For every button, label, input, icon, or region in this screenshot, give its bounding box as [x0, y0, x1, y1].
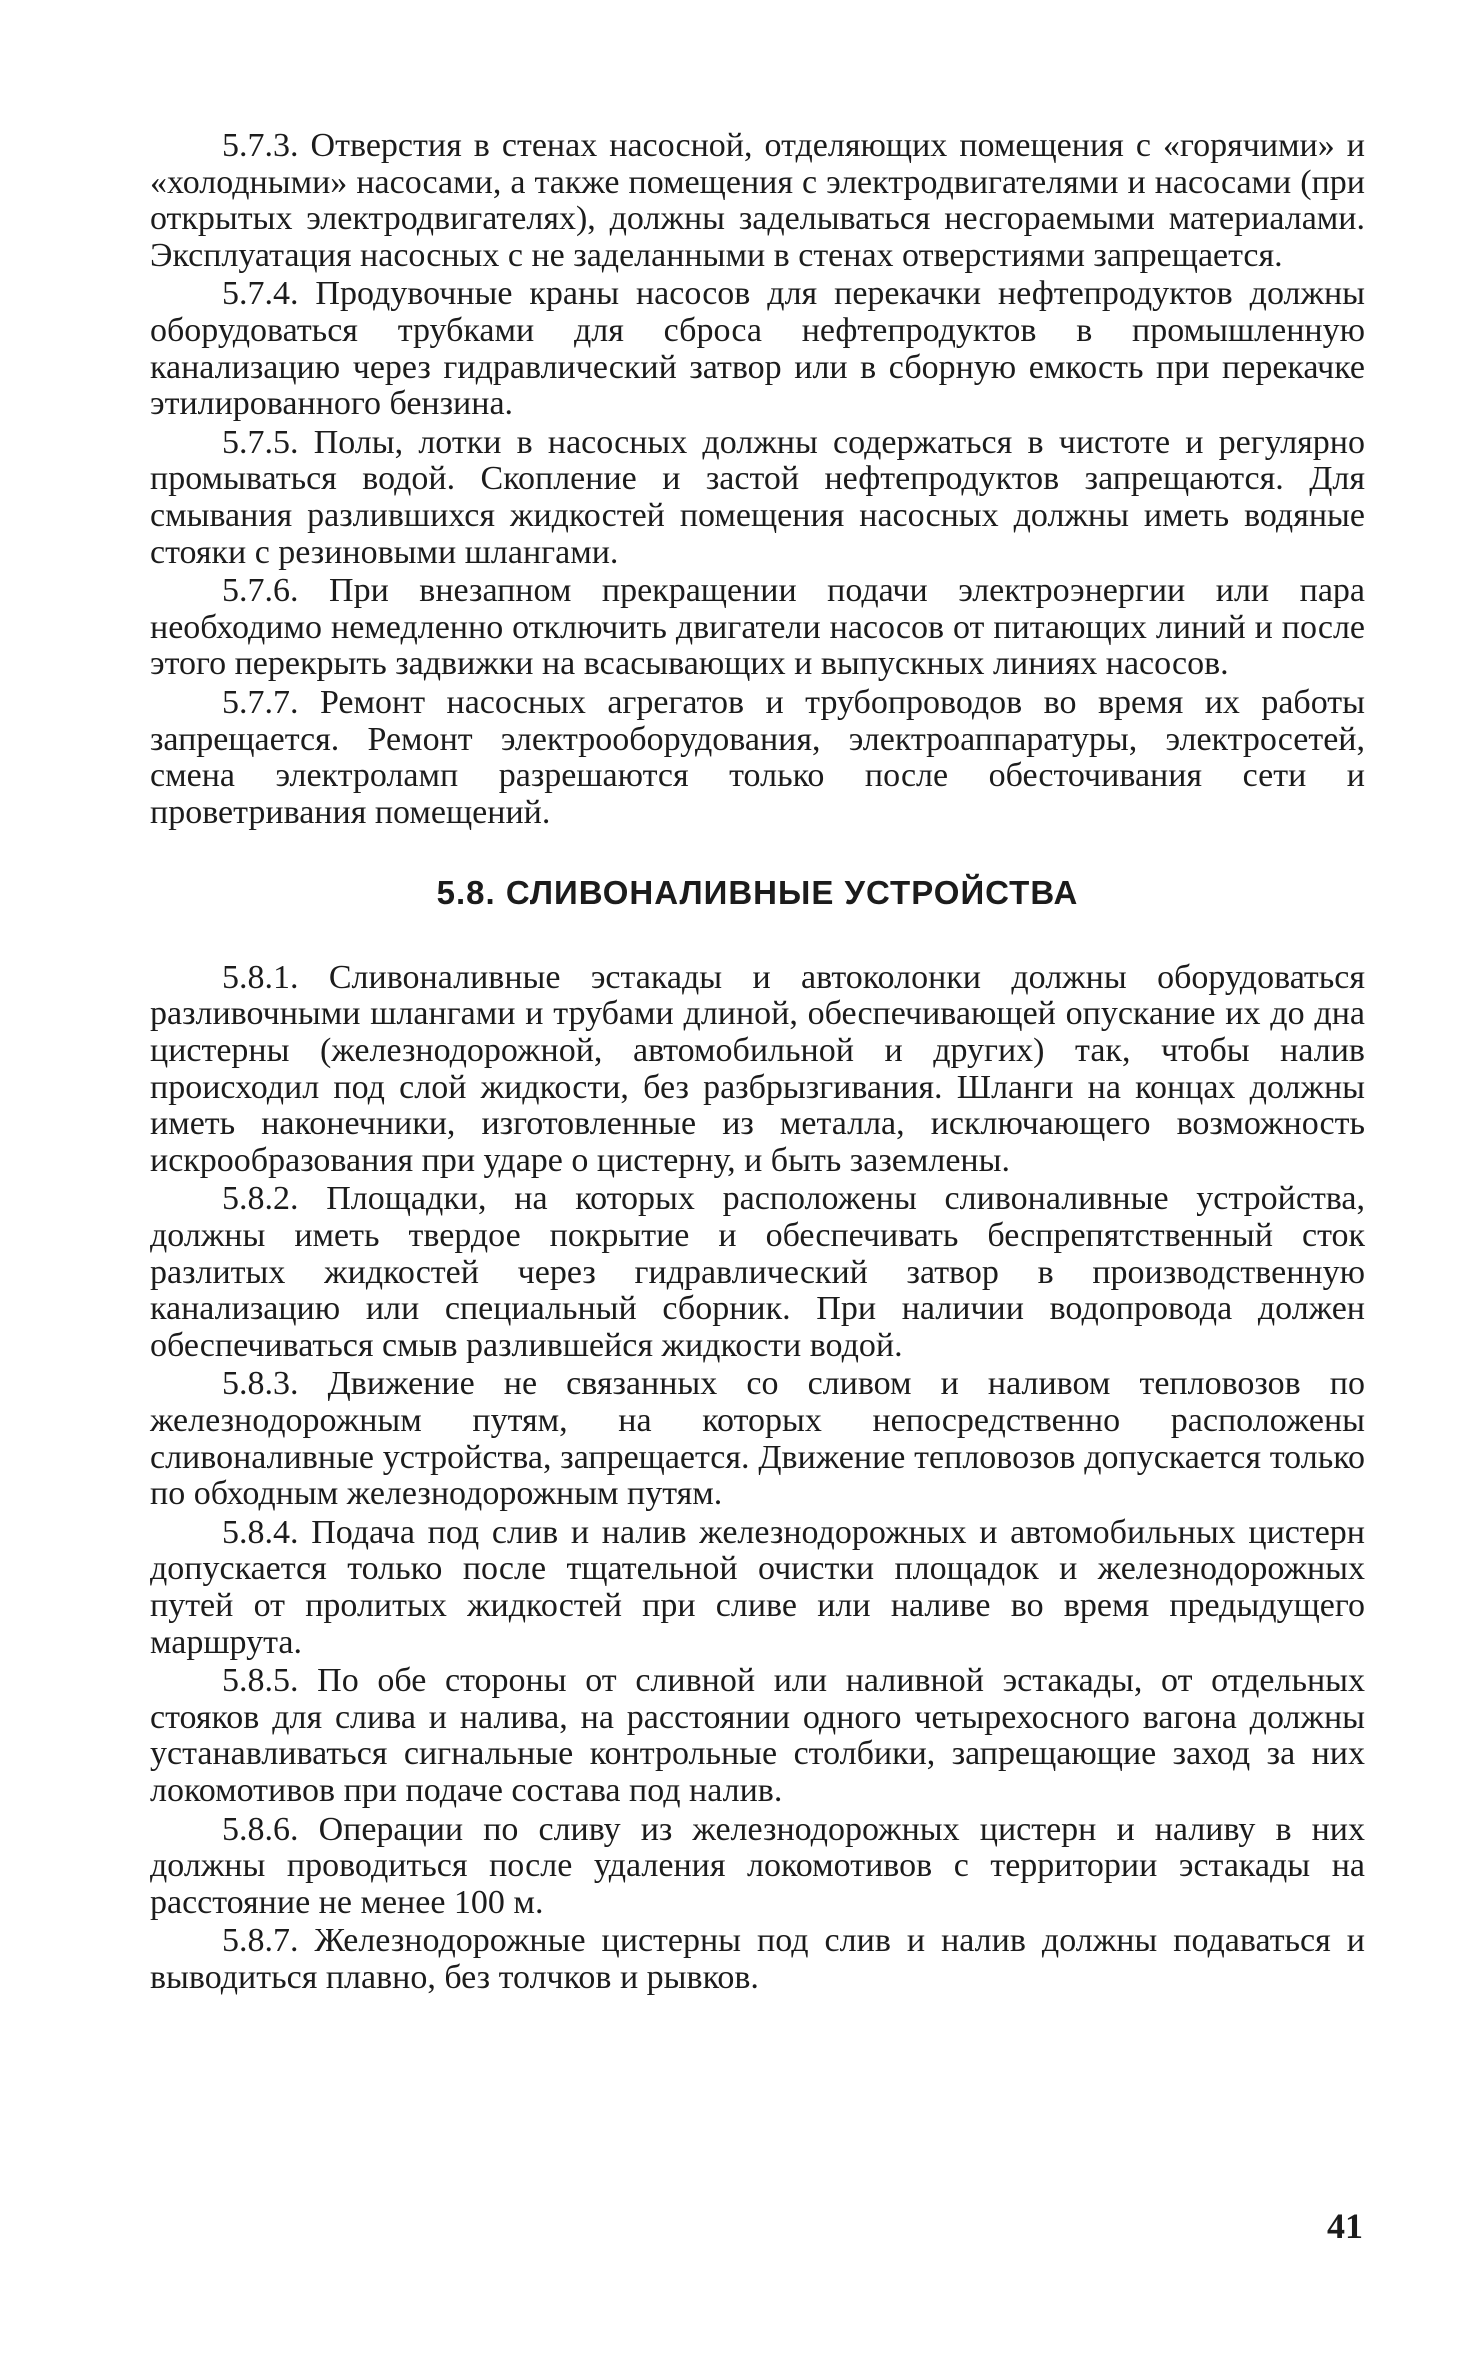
- paragraph-5-7-7: 5.7.7. Ремонт насосных агрегатов и трубопроводов во время их работы запрещается. Ремонт электрооборудования, электроаппаратуры, электросетей, смена электроламп разрешаются только после обесточивания сети и проветривания помещений.: [150, 683, 1365, 831]
- paragraph-5-7-3: 5.7.3. Отверстия в стенах насосной, отделяющих помещения с «горячими» и «холодными» насосами, а также помещения с электродвигателями и насосами (при открытых электродвигателях), должны заделываться несгораемыми материалами. Эксплуатация насосных с не заделанными в стенах отверстиями запрещается.: [150, 127, 1365, 274]
- paragraph-5-8-7: 5.8.7. Железнодорожные цистерны под слив и налив должны подаваться и выводиться плавно, без толчков и рывков.: [150, 1922, 1365, 1996]
- paragraph-5-8-1: 5.8.1. Сливоналивные эстакады и автоколонки должны оборудоваться разливочными шлангами и трубами длиной, обеспечивающей опускание их до дна цистерны (железнодорожной, автомобильной и других) так, чтобы налив происходил под слой жидкости, без разбрызгивания. Шланги на концах должны иметь наконечники, изготовленные из металла, исключающего возможность искрообразования при ударе о цистерну, и быть заземлены.: [150, 958, 1365, 1179]
- paragraph-5-8-6: 5.8.6. Операции по сливу из железнодорожных цистерн и наливу в них должны проводиться после удаления локомотивов с территории эстакады на расстояние не менее 100 м.: [150, 1810, 1365, 1921]
- paragraph-5-7-5: 5.7.5. Полы, лотки в насосных должны содержаться в чистоте и регулярно промываться водой. Скопление и застой нефтепродуктов запрещаются. Для смывания разлившихся жидкостей помещения насосных должны иметь водяные стояки с резиновыми шлангами.: [150, 423, 1365, 571]
- paragraph-5-8-5: 5.8.5. По обе стороны от сливной или наливной эстакады, от отдельных стояков для слива и налива, на расстоянии одного четырехосного вагона должны устанавливаться сигнальные контрольные столбики, запрещающие заход за них локомотивов при подаче состава под налив.: [150, 1662, 1365, 1809]
- paragraph-5-7-6: 5.7.6. При внезапном прекращении подачи электроэнергии или пара необходимо немедленно отключить двигатели насосов от питающих линий и после этого перекрыть задвижки на всасывающих и выпускных линиях насосов.: [150, 572, 1365, 683]
- paragraph-5-8-2: 5.8.2. Площадки, на которых расположены сливоналивные устройства, должны иметь твердое покрытие и обеспечивать беспрепятственный сток разлитых жидкостей через гидравлический затвор в производственную канализацию или специальный сборник. При наличии водопровода должен обеспечиваться смыв разлившейся жидкости водой.: [150, 1180, 1365, 1364]
- page-body: [150, 128, 1365, 1999]
- paragraph-5-8-4: 5.8.4. Подача под слив и налив железнодорожных и автомобильных цистерн допускается только после тщательной очистки площадок и железнодорожных путей от пролитых жидкостей при сливе или наливе во время предыдущего маршрута.: [150, 1513, 1365, 1661]
- section-heading: 5.8. СЛИВОНАЛИВНЫЕ УСТРОЙСТВА: [436, 874, 1079, 912]
- paragraph-5-7-4: 5.7.4. Продувочные краны насосов для перекачки нефтепродуктов должны оборудоваться трубками для сброса нефтепродуктов в промышленную канализацию через гидравлический затвор или в сборную емкость при перекачке этилированного бензина.: [150, 275, 1365, 423]
- paragraph-5-8-3: 5.8.3. Движение не связанных со сливом и наливом тепловозов по железнодорожным путям, на которых непосредственно расположены сливоналивные устройства, запрещается. Движение тепловозов допускается только по обходным железнодорожным путям.: [150, 1365, 1365, 1513]
- page-number: 41: [1327, 2206, 1363, 2246]
